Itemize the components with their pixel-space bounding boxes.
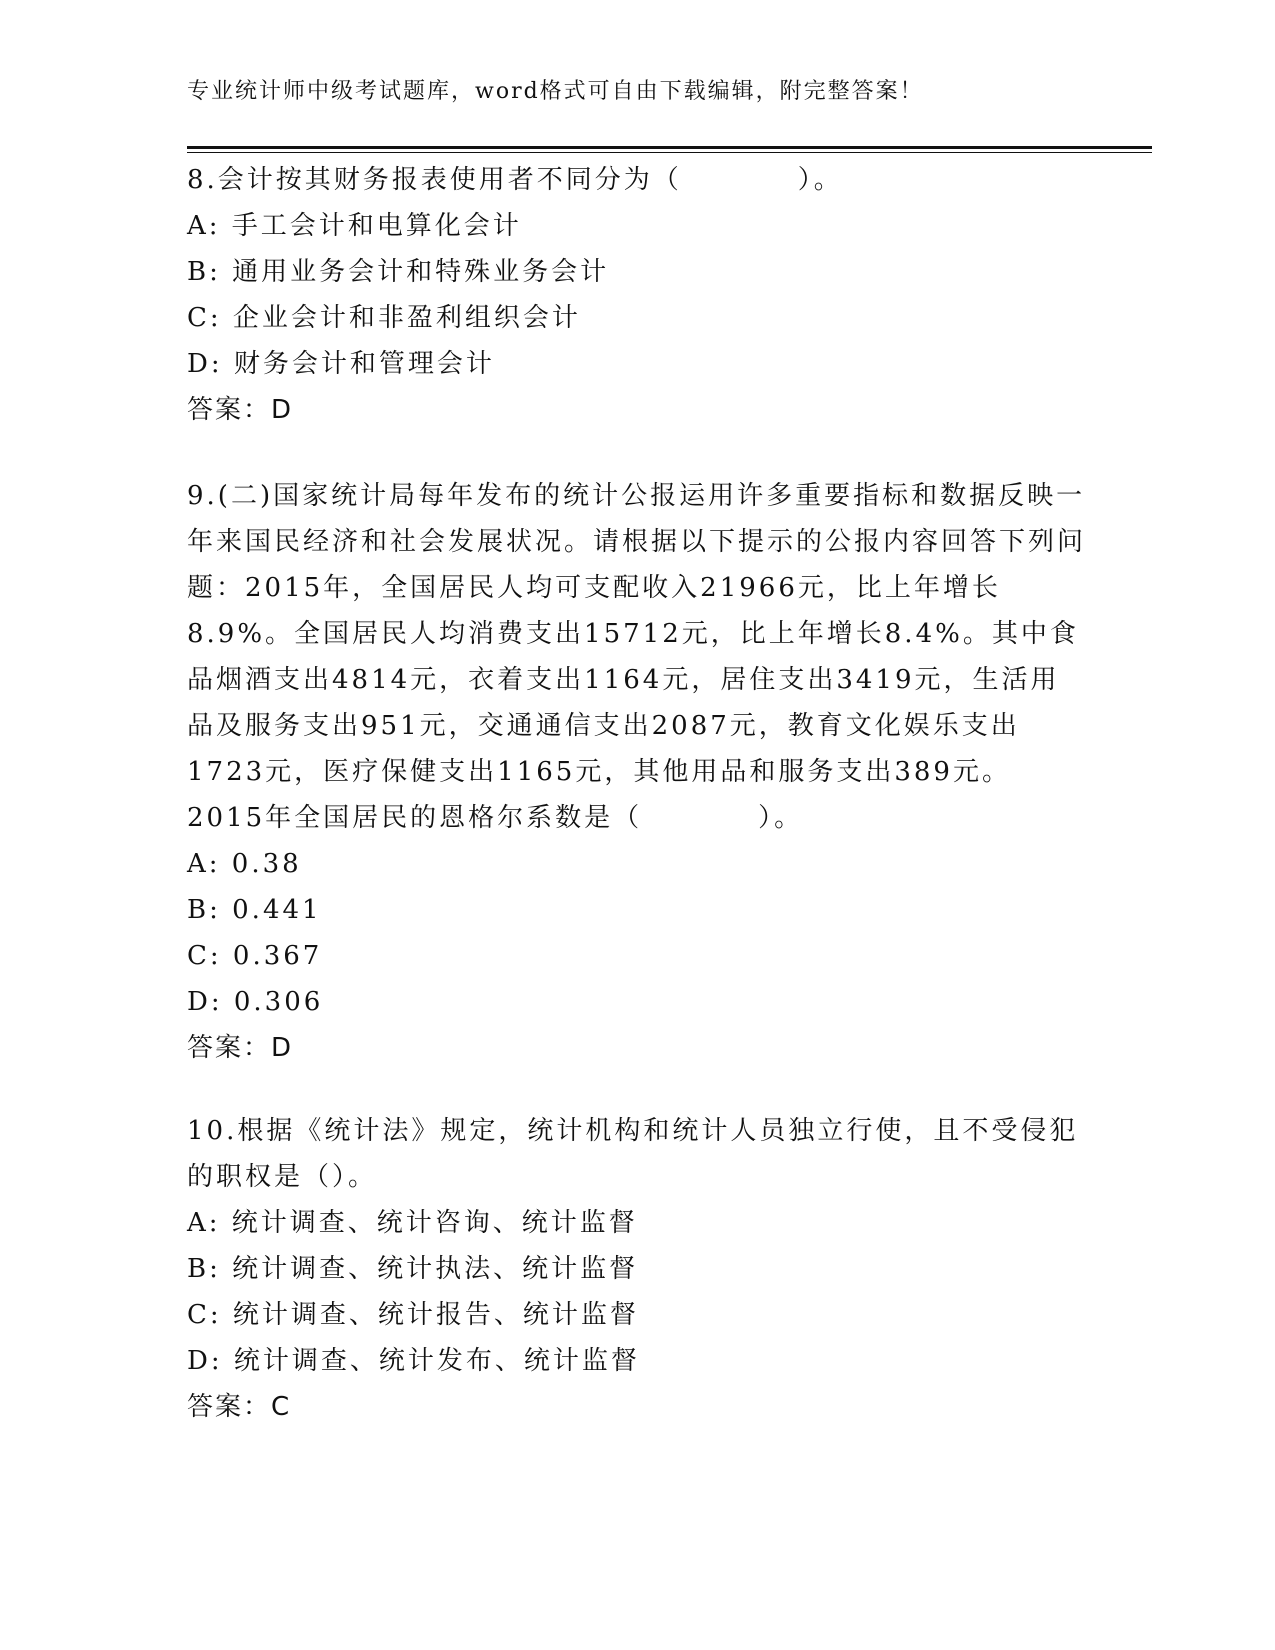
option-d: D: 0.306: [187, 987, 324, 1017]
question-stem: 8.会计按其财务报表使用者不同分为（ ）。: [187, 165, 843, 195]
option-c: C: 统计调查、统计报告、统计监督: [187, 1300, 639, 1330]
question-9: [187, 473, 1087, 1071]
question-stem: 10.根据《统计法》规定，统计机构和统计人员独立行使，且不受侵犯的职权是（）。: [187, 1116, 1079, 1192]
header-rule-thin: [187, 152, 1152, 153]
option-a: A: 统计调查、统计咨询、统计监督: [187, 1208, 638, 1238]
option-d: D: 财务会计和管理会计: [187, 349, 495, 379]
option-b: B: 通用业务会计和特殊业务会计: [187, 257, 610, 287]
answer: 答案：D: [187, 395, 294, 425]
option-a: A: 0.38: [187, 849, 302, 879]
option-b: B: 0.441: [187, 895, 322, 925]
page-header: 专业统计师中级考试题库，word格式可自由下载编辑，附完整答案！: [187, 79, 924, 104]
option-a: A: 手工会计和电算化会计: [187, 211, 522, 241]
option-c: C: 企业会计和非盈利组织会计: [187, 303, 581, 333]
option-b: B: 统计调查、统计执法、统计监督: [187, 1254, 639, 1284]
option-c: C: 0.367: [187, 941, 323, 971]
question-10: [187, 1108, 1087, 1430]
answer: 答案：D: [187, 1033, 294, 1063]
question-stem: 9.(二)国家统计局每年发布的统计公报运用许多重要指标和数据反映一年来国民经济和社会发展状况。请根据以下提示的公报内容回答下列问题：2015年，全国居民人均可支配收入21966元，比上年增长8.9%。全国居民人均消费支出15712元，比上年增长8.4%。其中食品烟酒支出4814元，衣着支出1164元，居住支出3419元，生活用品及服务支出951元，交通通信支出2087元，教育文化娱乐支出1723元，医疗保健支出1165元，其他用品和服务支出389元。2015年全国居民的恩格尔系数是（ ）。: [187, 481, 1087, 833]
option-d: D: 统计调查、统计发布、统计监督: [187, 1346, 640, 1376]
header-rule-thick: [187, 146, 1152, 149]
answer: 答案：C: [187, 1392, 292, 1422]
question-8: [187, 157, 1087, 433]
